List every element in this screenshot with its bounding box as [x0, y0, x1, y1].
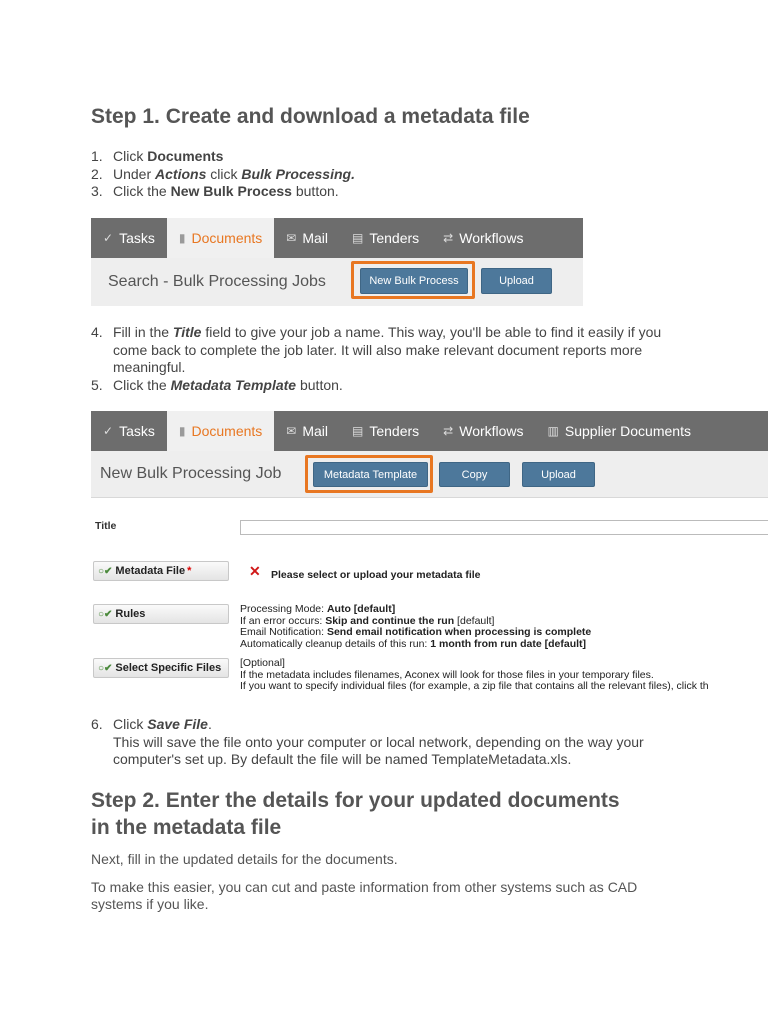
mail-icon: ✉ [286, 424, 297, 438]
tab-supplier-documents[interactable] [536, 411, 703, 451]
metadata-file-label: Metadata File [115, 565, 186, 577]
metadata-template-button[interactable]: Metadata Template [313, 462, 428, 487]
text-segment: Click the [113, 376, 171, 393]
tab-label: Tenders [369, 423, 420, 439]
screenshot-new-bulk-processing-job [91, 411, 768, 701]
title-label: Title [95, 520, 117, 532]
step1-list-continued [91, 324, 691, 394]
text-segment: Processing Mode: [240, 603, 327, 615]
text-segment: Automatically cleanup details of this run: [240, 637, 431, 650]
tenders-icon: ▤ [352, 231, 364, 245]
item-number: 2. [91, 165, 103, 182]
text-segment: Email Notification: [240, 626, 327, 638]
select-files-label: Select Specific Files [115, 662, 222, 674]
check-icon: ✓ [103, 424, 114, 438]
step1-heading: Step 1. Create and download a metadata file [91, 105, 530, 128]
new-bulk-process-button[interactable]: New Bulk Process [360, 268, 468, 294]
tab-tasks[interactable] [91, 411, 167, 451]
list-item [91, 183, 355, 201]
tab-label: Documents [191, 423, 263, 439]
tab-label: Mail [302, 423, 329, 439]
emphasis-text: Skip and continue the run [325, 614, 455, 627]
highlight-box [351, 261, 475, 299]
emphasis-text: Auto [default] [326, 603, 396, 615]
emphasis-text: Send email notification when processing is complete [326, 626, 592, 638]
list-item [91, 377, 691, 395]
text-segment: click [206, 165, 242, 182]
error-icon: ✕ [249, 563, 261, 579]
item-text [113, 377, 691, 395]
text-segment: [default] [454, 614, 495, 627]
tab-label: Tasks [119, 230, 155, 246]
emphasis-text: Bulk Processing. [241, 165, 355, 182]
tab-mail[interactable] [274, 411, 340, 451]
tab-label: Workflows [459, 230, 524, 246]
step2-heading-line1: Step 2. Enter the details for your updated documents [91, 789, 620, 812]
toggle-icon: ○✔ [98, 565, 113, 577]
item-number: 5. [91, 376, 103, 393]
item-text [113, 324, 691, 377]
text-segment: button. [291, 183, 339, 199]
text-segment: Click the [113, 183, 171, 199]
item-number: 4. [91, 324, 103, 340]
list-item [91, 148, 355, 166]
emphasis-text: Save File [147, 716, 208, 732]
text-segment: field to give your job a name. This way, you'll be able to find it easily if you come back to complete the job later. It will also make relevant document reports more meaningful. [113, 324, 662, 375]
tab-label: Workflows [459, 423, 524, 439]
title-input[interactable] [240, 520, 768, 535]
tab-label: Tenders [369, 230, 420, 246]
list-item [91, 324, 691, 377]
text-segment: . [207, 716, 212, 732]
page-subtitle: New Bulk Processing Job [100, 465, 282, 482]
screenshot-bulk-processing-jobs [91, 218, 583, 306]
item-number: 3. [91, 183, 103, 199]
item-text [113, 716, 212, 734]
text-segment: Fill in the [113, 324, 173, 340]
list-item [91, 166, 355, 184]
tab-documents[interactable] [167, 218, 274, 258]
supplier-documents-icon: ▥ [547, 424, 559, 438]
sub-header [91, 451, 768, 498]
workflows-icon: ⇄ [443, 231, 454, 245]
page-subtitle: Search - Bulk Processing Jobs [108, 273, 326, 290]
upload-button[interactable]: Upload [522, 462, 595, 487]
item-text [113, 148, 355, 166]
document-icon: ▮ [178, 231, 186, 245]
item-number: 6. [91, 716, 103, 732]
metadata-file-button[interactable] [93, 561, 229, 581]
step1-list [91, 148, 355, 201]
document-icon: ▮ [178, 424, 186, 438]
item-detail: This will save the file onto your computer or local network, depending on the way your computer's set up. By default the file will be named TemplateMetadata.xls. [113, 733, 644, 767]
tab-workflows[interactable] [431, 411, 535, 451]
toggle-icon: ○✔ [98, 662, 113, 674]
tab-documents[interactable] [167, 411, 274, 451]
item-text [113, 183, 355, 201]
item-number: 1. [91, 148, 103, 164]
rules-button[interactable] [93, 604, 229, 624]
select-files-line: [Optional] [240, 658, 285, 669]
step2-paragraph-1: Next, fill in the updated details for the documents. [91, 851, 398, 867]
top-navbar [91, 411, 768, 451]
text-segment: Click [113, 716, 148, 732]
select-files-line: If the metadata includes filenames, Aconex will look for those files in your temporary files. [240, 668, 654, 681]
text-segment: button. [296, 376, 343, 393]
emphasis-text: Title [172, 324, 202, 340]
tab-mail[interactable] [274, 218, 340, 258]
sub-header [91, 258, 583, 306]
tab-tasks[interactable] [91, 218, 167, 258]
tab-workflows[interactable] [431, 218, 535, 258]
tab-label: Documents [191, 230, 263, 246]
rules-details [240, 604, 591, 650]
upload-button[interactable]: Upload [481, 268, 552, 294]
tab-label: Mail [302, 230, 329, 246]
emphasis-text: New Bulk Process [170, 183, 292, 199]
highlight-box [305, 455, 433, 493]
select-files-line: If you want to specify individual files (for example, a zip file that contains all the relevant files), click th [240, 680, 709, 692]
tab-tenders[interactable] [340, 218, 431, 258]
tab-label: Tasks [119, 423, 155, 439]
top-navbar [91, 218, 583, 258]
required-asterisk: * [187, 565, 192, 577]
step1-item-6 [91, 716, 691, 769]
emphasis-text: 1 month from run date [default] [430, 637, 587, 650]
text-segment: If an error occurs: [240, 614, 326, 627]
select-files-details [240, 658, 768, 693]
step2-heading-line2: in the metadata file [91, 816, 282, 839]
select-specific-files-button[interactable] [93, 658, 229, 678]
text-segment: Under [113, 165, 156, 182]
rules-label: Rules [115, 608, 146, 620]
text-segment: Click [113, 148, 148, 164]
check-icon: ✓ [103, 231, 114, 245]
toggle-icon: ○✔ [98, 608, 113, 620]
copy-button[interactable]: Copy [439, 462, 510, 487]
rules-line [240, 639, 591, 651]
metadata-error-message: Please select or upload your metadata file [271, 569, 481, 581]
emphasis-text: Actions [155, 165, 207, 182]
tab-tenders[interactable] [340, 411, 431, 451]
tab-label: Supplier Documents [564, 423, 691, 439]
tenders-icon: ▤ [352, 424, 364, 438]
mail-icon: ✉ [286, 231, 297, 245]
emphasis-text: Metadata Template [170, 376, 297, 393]
workflows-icon: ⇄ [443, 424, 454, 438]
emphasis-text: Documents [147, 148, 224, 164]
item-text [113, 166, 355, 184]
step2-paragraph-2: To make this easier, you can cut and paste information from other systems such as CAD systems if you like. [91, 879, 638, 912]
